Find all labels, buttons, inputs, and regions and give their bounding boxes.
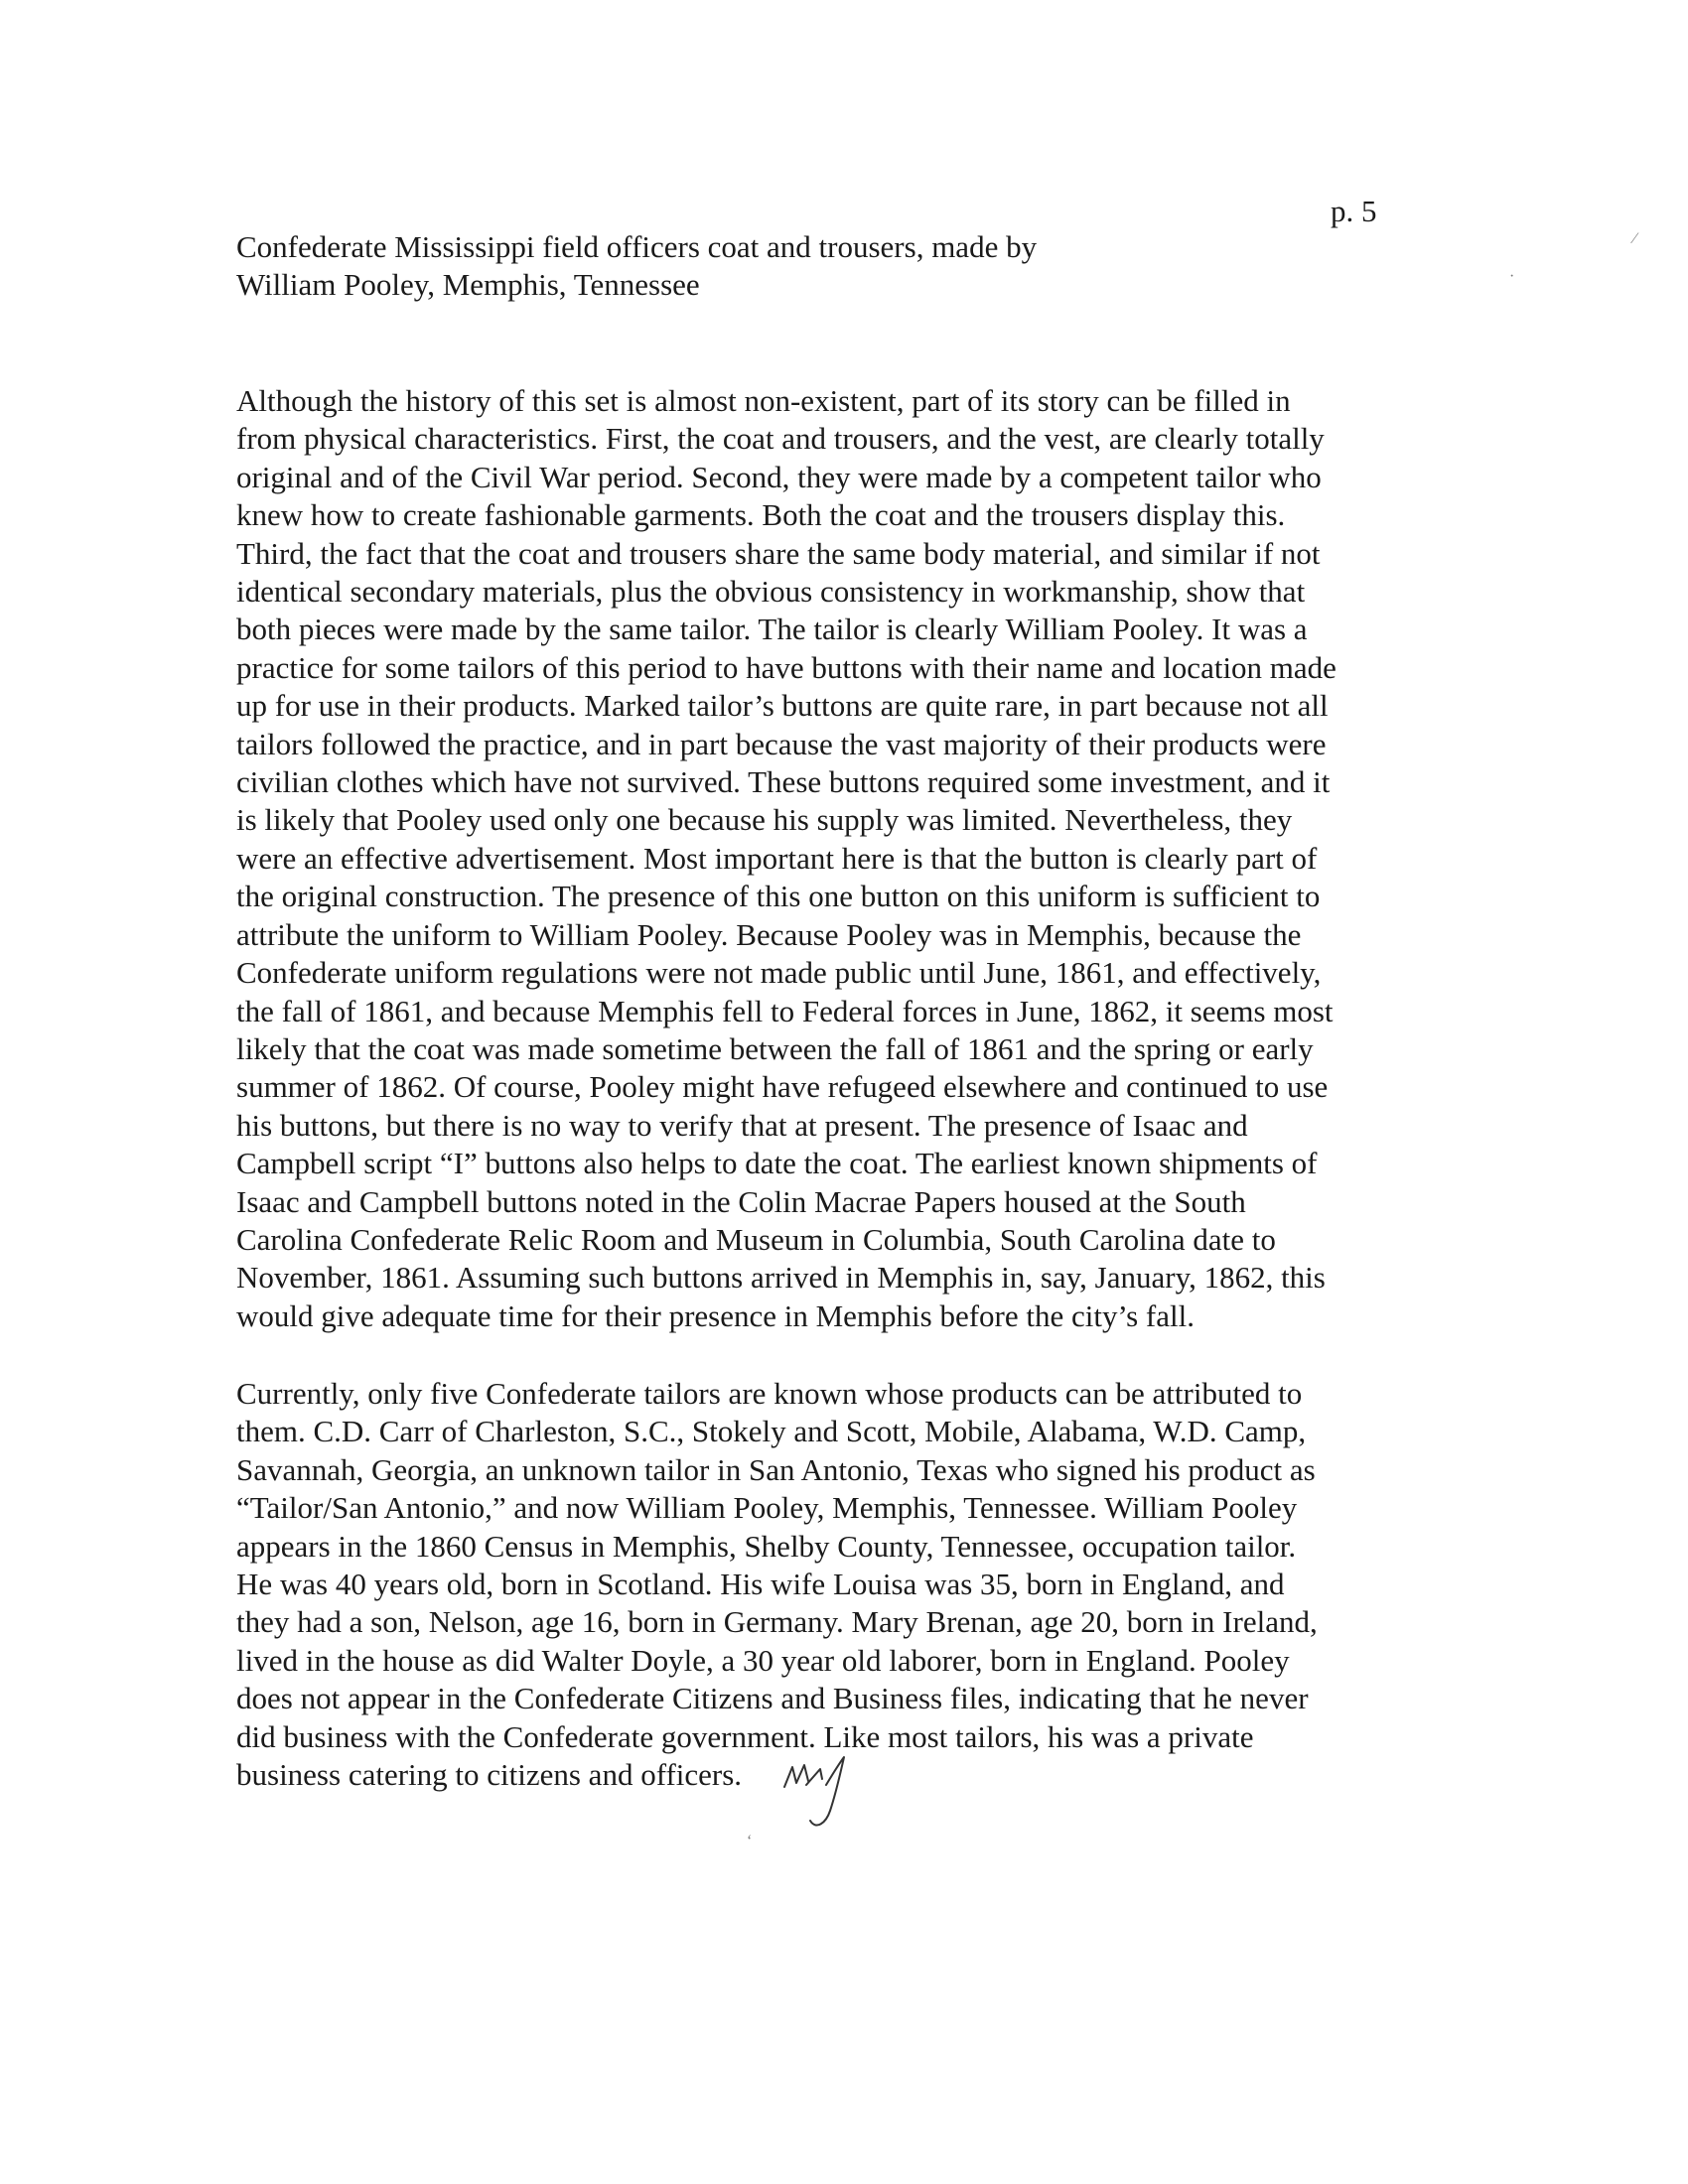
text-line: Savannah, Georgia, an unknown tailor in San Antonio, Texas who signed his product as <box>236 1451 1316 1487</box>
text-line: does not appear in the Confederate Citizens and Business files, indicating that he never <box>236 1681 1309 1716</box>
text-line: civilian clothes which have not survived. These buttons required some investment, and it <box>236 764 1331 800</box>
text-line: Confederate uniform regulations were not made public until June, 1861, and effectively, <box>236 955 1322 991</box>
stray-mark: ‘ <box>747 1833 753 1849</box>
stray-mark: · <box>1509 268 1515 285</box>
text-line: Carolina Confederate Relic Room and Museum in Columbia, South Carolina date to <box>236 1221 1276 1257</box>
text-line: knew how to create fashionable garments. Both the coat and the trousers display this. <box>236 497 1286 533</box>
text-line: Campbell script “I” buttons also helps to date the coat. The earliest known shipments of <box>236 1146 1318 1181</box>
title-line: William Pooley, Memphis, Tennessee <box>236 267 700 302</box>
text-line: lived in the house as did Walter Doyle, a 30 year old laborer, born in England. Pooley <box>236 1642 1290 1678</box>
text-line: from physical characteristics. First, the coat and trousers, and the vest, are clearly totally <box>236 421 1325 457</box>
stray-mark: ⁄ <box>1633 230 1636 247</box>
page-number: p. 5 <box>1331 194 1377 228</box>
text-line: up for use in their products. Marked tailor’s buttons are quite rare, in part because not all <box>236 688 1329 724</box>
text-line: attribute the uniform to William Pooley. Because Pooley was in Memphis, because the <box>236 916 1302 952</box>
text-line: the original construction. The presence of this one button on this uniform is sufficient to <box>236 879 1321 914</box>
text-line: they had a son, Nelson, age 16, born in Germany. Mary Brenan, age 20, born in Ireland, <box>236 1604 1318 1640</box>
paragraph-tailors <box>236 1375 1468 1794</box>
text-line: Isaac and Campbell buttons noted in the Colin Macrae Papers housed at the South <box>236 1183 1246 1219</box>
text-line: would give adequate time for their presence in Memphis before the city’s fall. <box>236 1297 1195 1333</box>
text-line: did business with the Confederate government. Like most tailors, his was a private <box>236 1718 1254 1754</box>
text-line: He was 40 years old, born in Scotland. His wife Louisa was 35, born in England, and <box>236 1567 1285 1602</box>
document-title <box>236 228 1229 304</box>
text-line: summer of 1862. Of course, Pooley might have refugeed elsewhere and continued to use <box>236 1069 1329 1105</box>
text-line: original and of the Civil War period. Second, they were made by a competent tailor who <box>236 459 1322 494</box>
text-line: Although the history of this set is almost non-existent, part of its story can be filled in <box>236 383 1291 418</box>
text-line: his buttons, but there is no way to verify that at present. The presence of Isaac and <box>236 1107 1248 1143</box>
text-line: appears in the 1860 Census in Memphis, Shelby County, Tennessee, occupation tailor. <box>236 1528 1297 1564</box>
paragraph-history <box>236 382 1468 1335</box>
handwritten-initials <box>780 1755 860 1835</box>
text-line: them. C.D. Carr of Charleston, S.C., Stokely and Scott, Mobile, Alabama, W.D. Camp, <box>236 1414 1307 1449</box>
text-line: “Tailor/San Antonio,” and now William Pooley, Memphis, Tennessee. William Pooley <box>236 1490 1298 1526</box>
text-line: were an effective advertisement. Most important here is that the button is clearly part of <box>236 840 1318 876</box>
text-line: the fall of 1861, and because Memphis fell to Federal forces in June, 1862, it seems most <box>236 993 1334 1028</box>
text-line: both pieces were made by the same tailor. The tailor is clearly William Pooley. It was a <box>236 612 1308 647</box>
text-line: Currently, only five Confederate tailors are known whose products can be attributed to <box>236 1376 1303 1411</box>
text-line: is likely that Pooley used only one because his supply was limited. Nevertheless, they <box>236 802 1293 838</box>
text-line: identical secondary materials, plus the obvious consistency in workmanship, show that <box>236 574 1306 610</box>
text-line: tailors followed the practice, and in part because the vast majority of their products were <box>236 726 1327 761</box>
text-line: likely that the coat was made sometime between the fall of 1861 and the spring or early <box>236 1030 1314 1066</box>
text-line: business catering to citizens and officers. <box>236 1757 743 1793</box>
title-line: Confederate Mississippi field officers coat and trousers, made by <box>236 229 1038 264</box>
text-line: practice for some tailors of this period to have buttons with their name and location made <box>236 649 1336 685</box>
text-line: Third, the fact that the coat and trousers share the same body material, and similar if not <box>236 535 1321 571</box>
text-line: November, 1861. Assuming such buttons arrived in Memphis in, say, January, 1862, this <box>236 1260 1326 1296</box>
